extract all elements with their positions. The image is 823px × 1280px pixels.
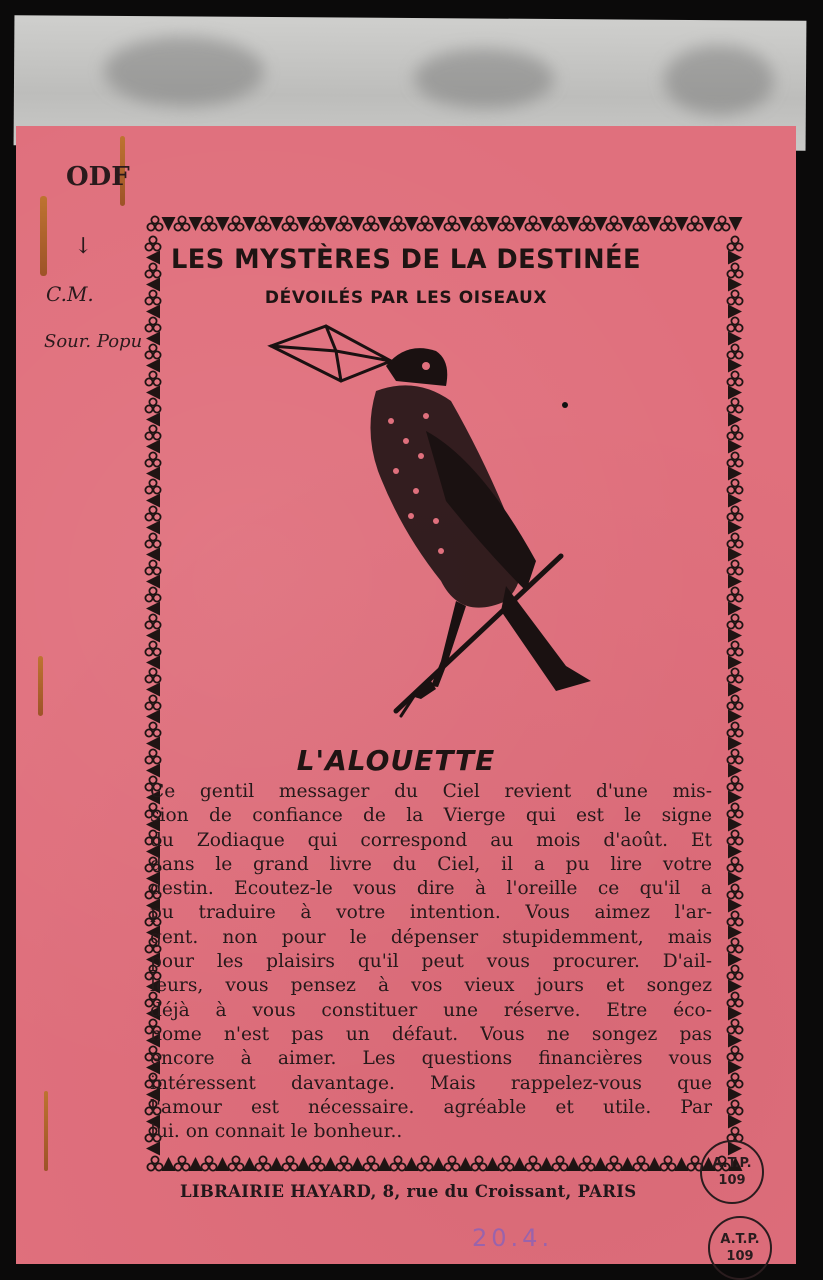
border-trefoil bbox=[498, 216, 513, 230]
border-triangle bbox=[728, 1088, 742, 1102]
border-trefoil bbox=[363, 1156, 378, 1170]
border-trefoil bbox=[727, 1100, 742, 1114]
handwritten-code: ODF bbox=[66, 162, 130, 192]
rust-stain bbox=[44, 1091, 48, 1171]
border-triangle bbox=[648, 1157, 662, 1171]
border-triangle bbox=[405, 1157, 419, 1171]
border-triangle bbox=[594, 217, 608, 231]
border-trefoil bbox=[606, 216, 621, 230]
border-triangle bbox=[146, 710, 160, 724]
border-triangle bbox=[728, 1007, 742, 1021]
page-title: LES MYSTÈRES DE LA DESTINÉE bbox=[170, 244, 642, 275]
border-triangle bbox=[728, 710, 742, 724]
border-trefoil bbox=[727, 344, 742, 358]
text-line: encore à aimer. Les questions financières vous bbox=[150, 1048, 712, 1070]
border-triangle bbox=[540, 1157, 554, 1171]
border-triangle bbox=[728, 467, 742, 481]
border-triangle bbox=[728, 980, 742, 994]
page-subtitle: DÉVOILÉS PAR LES OISEAUX bbox=[264, 288, 548, 308]
border-triangle bbox=[146, 440, 160, 454]
stamp-number: 109 bbox=[726, 1249, 754, 1264]
border-trefoil bbox=[727, 1046, 742, 1060]
border-triangle bbox=[146, 521, 160, 535]
archive-stamp bbox=[700, 1140, 764, 1204]
border-trefoil bbox=[145, 560, 160, 574]
border-trefoil bbox=[727, 1073, 742, 1087]
border-triangle bbox=[146, 494, 160, 508]
text-line: du Zodiaque qui correspond au mois d'août. Et bbox=[150, 829, 712, 851]
text-line: destin. Ecoutez-le vous dire à l'oreille ce qu'il a bbox=[150, 878, 712, 900]
border-triangle bbox=[146, 575, 160, 589]
border-triangle bbox=[728, 818, 742, 832]
border-triangle bbox=[567, 217, 581, 231]
border-trefoil bbox=[727, 560, 742, 574]
border-trefoil bbox=[727, 668, 742, 682]
border-triangle bbox=[162, 217, 176, 231]
border-trefoil bbox=[228, 1156, 243, 1170]
handwritten-note: Sour. Popu bbox=[44, 331, 143, 352]
border-trefoil bbox=[727, 911, 742, 925]
border-triangle bbox=[146, 602, 160, 616]
border-triangle bbox=[146, 548, 160, 562]
border-trefoil bbox=[727, 317, 742, 331]
border-trefoil bbox=[145, 317, 160, 331]
border-trefoil bbox=[727, 830, 742, 844]
border-triangle bbox=[486, 1157, 500, 1171]
border-trefoil bbox=[145, 668, 160, 682]
border-trefoil bbox=[660, 216, 675, 230]
border-triangle bbox=[146, 656, 160, 670]
border-triangle bbox=[728, 899, 742, 913]
border-triangle bbox=[728, 440, 742, 454]
border-trefoil bbox=[633, 216, 648, 230]
border-trefoil bbox=[727, 425, 742, 439]
border-triangle bbox=[297, 217, 311, 231]
border-triangle bbox=[728, 332, 742, 346]
border-trefoil bbox=[727, 371, 742, 385]
border-trefoil bbox=[282, 216, 297, 230]
border-trefoil bbox=[145, 479, 160, 493]
text-line: sion de confiance de la Vierge qui est le signe bbox=[150, 805, 712, 827]
border-trefoil bbox=[633, 1156, 648, 1170]
border-triangle bbox=[728, 413, 742, 427]
border-triangle bbox=[728, 521, 742, 535]
border-triangle bbox=[728, 926, 742, 940]
border-triangle bbox=[146, 683, 160, 697]
text-line: leurs, vous pensez à vos vieux jours et songez bbox=[150, 975, 712, 997]
border-trefoil bbox=[687, 216, 702, 230]
border-trefoil bbox=[174, 216, 189, 230]
border-trefoil bbox=[417, 216, 432, 230]
border-triangle bbox=[567, 1157, 581, 1171]
border-triangle bbox=[621, 217, 635, 231]
border-trefoil bbox=[727, 695, 742, 709]
border-triangle bbox=[146, 413, 160, 427]
border-trefoil bbox=[471, 216, 486, 230]
border-triangle bbox=[540, 217, 554, 231]
border-trefoil bbox=[444, 1156, 459, 1170]
border-triangle bbox=[146, 359, 160, 373]
border-trefoil bbox=[727, 479, 742, 493]
border-trefoil bbox=[579, 216, 594, 230]
border-trefoil bbox=[727, 398, 742, 412]
border-triangle bbox=[728, 1034, 742, 1048]
fortune-card bbox=[16, 126, 796, 1264]
border-trefoil bbox=[282, 1156, 297, 1170]
border-trefoil bbox=[309, 1156, 324, 1170]
border-triangle bbox=[243, 217, 257, 231]
text-line: Ce gentil messager du Ciel revient d'une mis- bbox=[150, 781, 712, 802]
border-triangle bbox=[675, 217, 689, 231]
border-triangle bbox=[729, 217, 743, 231]
border-trefoil bbox=[145, 614, 160, 628]
border-triangle bbox=[728, 386, 742, 400]
border-triangle bbox=[728, 953, 742, 967]
border-trefoil bbox=[145, 641, 160, 655]
border-trefoil bbox=[552, 1156, 567, 1170]
border-trefoil bbox=[471, 1156, 486, 1170]
border-trefoil bbox=[336, 1156, 351, 1170]
border-triangle bbox=[270, 217, 284, 231]
lark-illustration bbox=[266, 321, 606, 731]
border-trefoil bbox=[727, 641, 742, 655]
text-line: pu traduire à votre intention. Vous aimez l'ar- bbox=[150, 902, 712, 924]
border-triangle bbox=[146, 467, 160, 481]
publisher-footer: LIBRAIRIE HAYARD, 8, rue du Croissant, PARIS bbox=[180, 1182, 637, 1201]
border-trefoil bbox=[714, 216, 729, 230]
border-trefoil bbox=[201, 216, 216, 230]
border-trefoil bbox=[727, 938, 742, 952]
pencil-date: 20.4. bbox=[472, 1224, 554, 1252]
border-trefoil bbox=[390, 1156, 405, 1170]
border-triangle bbox=[621, 1157, 635, 1171]
border-trefoil bbox=[309, 216, 324, 230]
border-triangle bbox=[728, 1115, 742, 1129]
border-triangle bbox=[728, 359, 742, 373]
border-trefoil bbox=[727, 803, 742, 817]
border-triangle bbox=[459, 1157, 473, 1171]
border-triangle bbox=[351, 217, 365, 231]
border-trefoil bbox=[727, 1019, 742, 1033]
border-triangle bbox=[378, 1157, 392, 1171]
border-triangle bbox=[728, 575, 742, 589]
border-triangle bbox=[146, 332, 160, 346]
border-triangle bbox=[728, 845, 742, 859]
archive-stamp bbox=[708, 1216, 772, 1280]
border-triangle bbox=[728, 656, 742, 670]
stamp-text: A.T.P. bbox=[720, 1232, 760, 1247]
border-triangle bbox=[216, 217, 230, 231]
border-triangle bbox=[728, 1061, 742, 1075]
border-trefoil bbox=[255, 1156, 270, 1170]
border-triangle bbox=[405, 217, 419, 231]
text-line: dans le grand livre du Ciel, il a pu lire votre bbox=[150, 853, 712, 875]
border-triangle bbox=[146, 386, 160, 400]
border-trefoil bbox=[390, 216, 405, 230]
handwritten-arrow: ↓ bbox=[74, 234, 93, 259]
text-line: nome n'est pas un défaut. Vous ne songez pas bbox=[150, 1023, 712, 1045]
rust-stain bbox=[38, 656, 43, 716]
border-trefoil bbox=[201, 1156, 216, 1170]
border-triangle bbox=[728, 494, 742, 508]
border-triangle bbox=[728, 548, 742, 562]
border-trefoil bbox=[145, 506, 160, 520]
border-triangle bbox=[728, 872, 742, 886]
border-trefoil bbox=[727, 452, 742, 466]
text-line: lui. on connait le bonheur.. bbox=[150, 1121, 403, 1143]
border-triangle bbox=[728, 602, 742, 616]
text-line: pour les plaisirs qu'il peut vous procurer. D'ail- bbox=[150, 951, 712, 973]
border-trefoil bbox=[145, 344, 160, 358]
border-trefoil bbox=[579, 1156, 594, 1170]
border-triangle bbox=[675, 1157, 689, 1171]
border-triangle bbox=[728, 683, 742, 697]
border-triangle bbox=[432, 217, 446, 231]
border-trefoil bbox=[727, 776, 742, 790]
border-trefoil bbox=[417, 1156, 432, 1170]
border-triangle bbox=[486, 217, 500, 231]
border-triangle bbox=[324, 217, 338, 231]
border-trefoil bbox=[228, 216, 243, 230]
stamp-text: A.T.P. bbox=[712, 1156, 752, 1171]
border-trefoil bbox=[727, 506, 742, 520]
border-trefoil bbox=[727, 587, 742, 601]
border-triangle bbox=[243, 1157, 257, 1171]
border-trefoil bbox=[145, 533, 160, 547]
border-trefoil bbox=[727, 965, 742, 979]
border-trefoil bbox=[660, 1156, 675, 1170]
border-trefoil bbox=[145, 398, 160, 412]
border-triangle bbox=[594, 1157, 608, 1171]
border-trefoil bbox=[145, 587, 160, 601]
border-triangle bbox=[297, 1157, 311, 1171]
border-triangle bbox=[146, 629, 160, 643]
border-triangle bbox=[702, 217, 716, 231]
border-trefoil bbox=[498, 1156, 513, 1170]
border-trefoil bbox=[606, 1156, 621, 1170]
border-triangle bbox=[648, 217, 662, 231]
border-triangle bbox=[728, 629, 742, 643]
border-trefoil bbox=[363, 216, 378, 230]
text-line: l'amour est nécessaire. agréable et utile. Par bbox=[150, 1096, 712, 1118]
border-trefoil bbox=[552, 216, 567, 230]
border-triangle bbox=[728, 791, 742, 805]
border-trefoil bbox=[147, 216, 162, 230]
border-triangle bbox=[270, 1157, 284, 1171]
fortune-text bbox=[150, 780, 712, 1144]
border-trefoil bbox=[444, 216, 459, 230]
stamp-number: 109 bbox=[718, 1173, 746, 1188]
border-trefoil bbox=[174, 1156, 189, 1170]
text-line: intéressent davantage. Mais rappelez-vous que bbox=[150, 1072, 712, 1094]
border-trefoil bbox=[145, 371, 160, 385]
border-triangle bbox=[351, 1157, 365, 1171]
bird-name: L'ALOUETTE bbox=[296, 744, 496, 777]
border-trefoil bbox=[525, 1156, 540, 1170]
border-trefoil bbox=[147, 1156, 162, 1170]
border-trefoil bbox=[525, 216, 540, 230]
border-trefoil bbox=[727, 857, 742, 871]
border-triangle bbox=[216, 1157, 230, 1171]
border-trefoil bbox=[255, 216, 270, 230]
border-triangle bbox=[189, 1157, 203, 1171]
border-triangle bbox=[189, 217, 203, 231]
border-trefoil bbox=[727, 992, 742, 1006]
border-triangle bbox=[459, 217, 473, 231]
handwritten-initials: C.M. bbox=[46, 282, 94, 306]
border-trefoil bbox=[727, 722, 742, 736]
border-triangle bbox=[324, 1157, 338, 1171]
border-trefoil bbox=[727, 884, 742, 898]
border-triangle bbox=[432, 1157, 446, 1171]
border-triangle bbox=[513, 217, 527, 231]
text-line: gent. non pour le dépenser stupidemment, mais bbox=[150, 926, 712, 948]
border-trefoil bbox=[727, 614, 742, 628]
border-trefoil bbox=[145, 452, 160, 466]
border-triangle bbox=[513, 1157, 527, 1171]
text-line: déjà à vous constituer une réserve. Etre éco- bbox=[150, 999, 712, 1021]
border-triangle bbox=[162, 1157, 176, 1171]
border-trefoil bbox=[145, 722, 160, 736]
border-trefoil bbox=[727, 533, 742, 547]
border-trefoil bbox=[336, 216, 351, 230]
border-triangle bbox=[378, 217, 392, 231]
border-trefoil bbox=[145, 425, 160, 439]
border-trefoil bbox=[145, 695, 160, 709]
